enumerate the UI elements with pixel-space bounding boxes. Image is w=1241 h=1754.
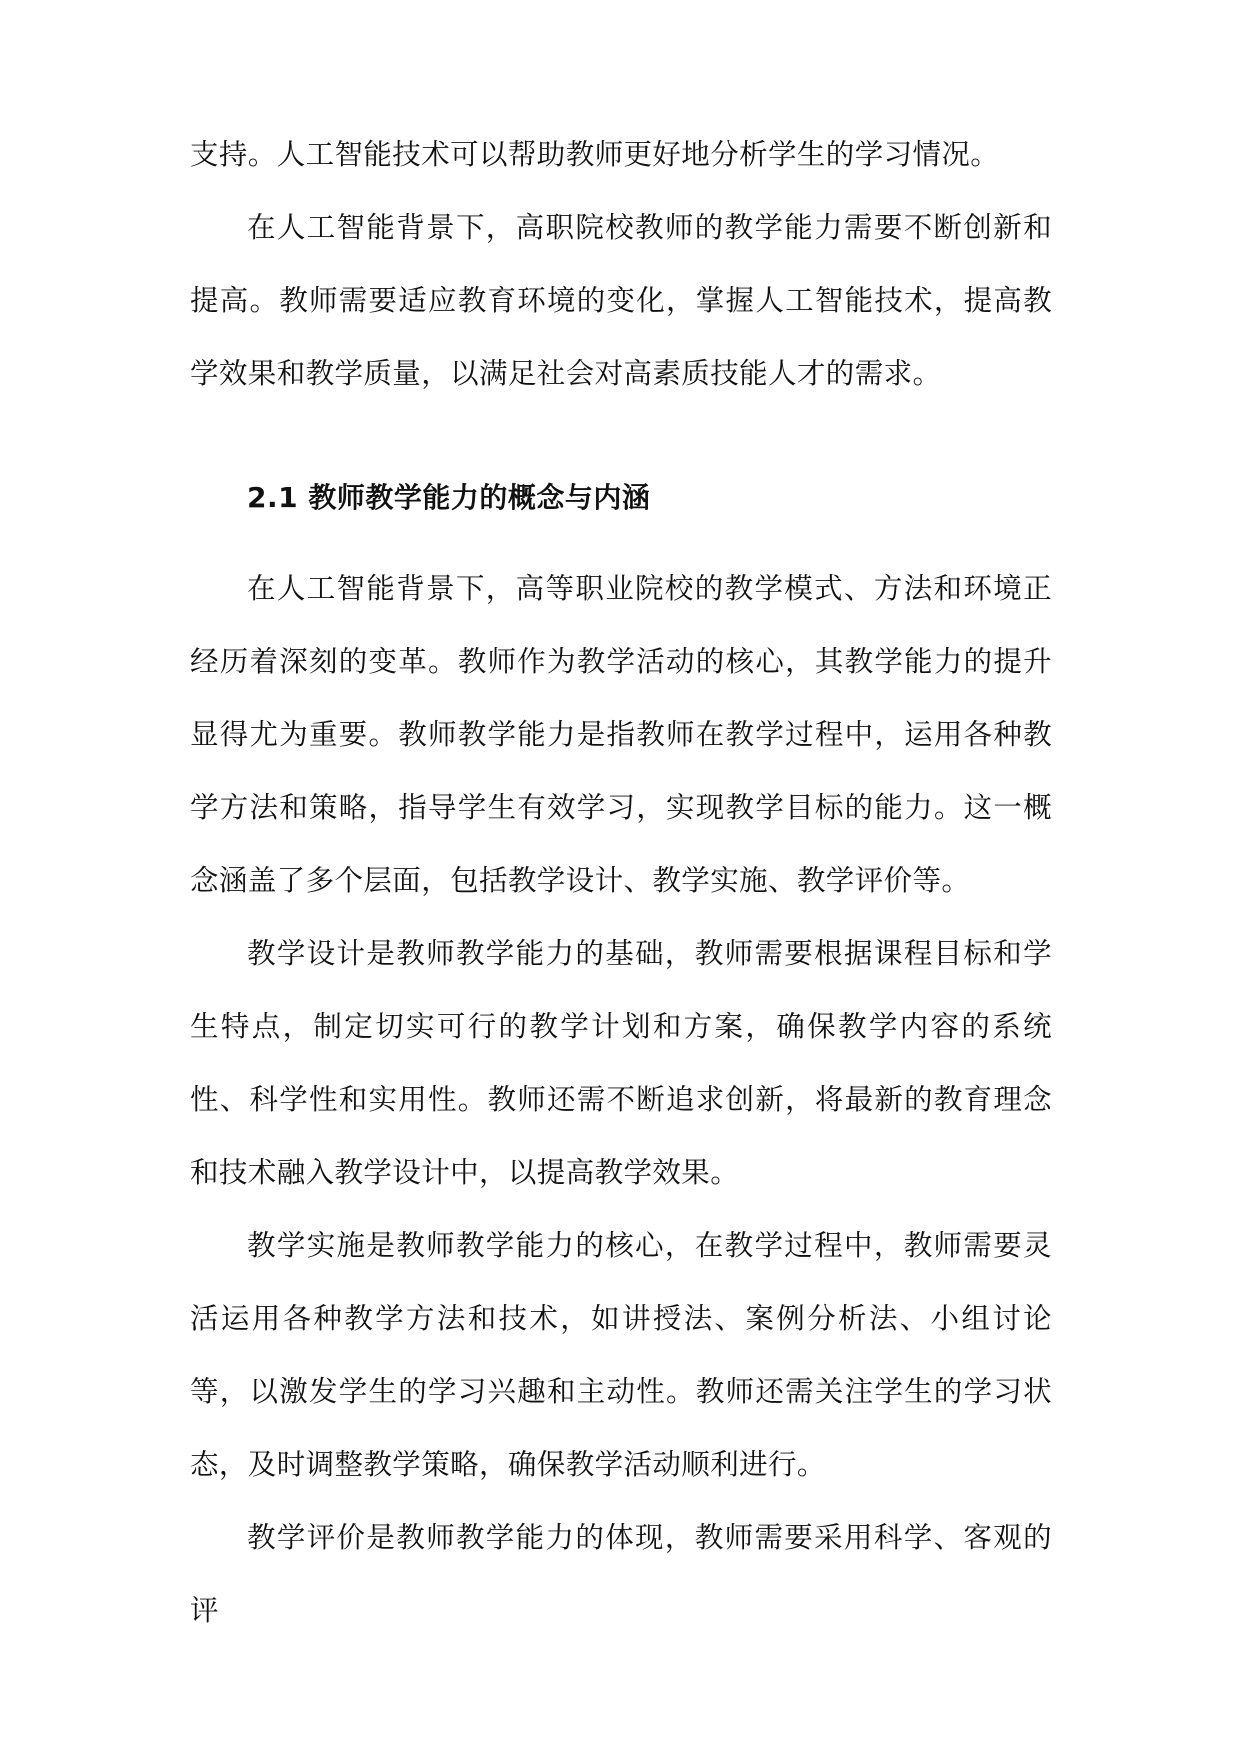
section-heading: 2.1 教师教学能力的概念与内涵 xyxy=(247,481,651,514)
paragraph-concept: 在人工智能背景下，高等职业院校的教学模式、方法和环境正经历着深刻的变革。教师作为教学活动的核心，其教学能力的提升显得尤为重要。教师教学能力是指教师在教学过程中，运用各种教学方法和策略，指导学生有效学习，实现教学目标的能力。这一概念涵盖了多个层面，包括教学设计、教学实施、教学评价等。 xyxy=(190,572,1052,897)
paragraph-teaching-design: 教学设计是教师教学能力的基础，教师需要根据课程目标和学生特点，制定切实可行的教学计划和方案，确保教学内容的系统性、科学性和实用性。教师还需不断追求创新，将最新的教育理念和技术融入教学设计中，以提高教学效果。 xyxy=(190,937,1052,1189)
paragraph-teaching-evaluation: 教学评价是教师教学能力的体现，教师需要采用科学、客观的评 xyxy=(190,1521,1052,1627)
paragraph-continuation: 支持。人工智能技术可以帮助教师更好地分析学生的学习情况。 xyxy=(190,138,1000,171)
paragraph-teaching-implementation: 教学实施是教师教学能力的核心，在教学过程中，教师需要灵活运用各种教学方法和技术，如讲授法、案例分析法、小组讨论等，以激发学生的学习兴趣和主动性。教师还需关注学生的学习状态，及时调整教学策略，确保教学活动顺利进行。 xyxy=(190,1229,1052,1481)
paragraph-ai-background: 在人工智能背景下，高职院校教师的教学能力需要不断创新和提高。教师需要适应教育环境的变化，掌握人工智能技术，提高教学效果和教学质量，以满足社会对高素质技能人才的需求。 xyxy=(190,211,1052,390)
